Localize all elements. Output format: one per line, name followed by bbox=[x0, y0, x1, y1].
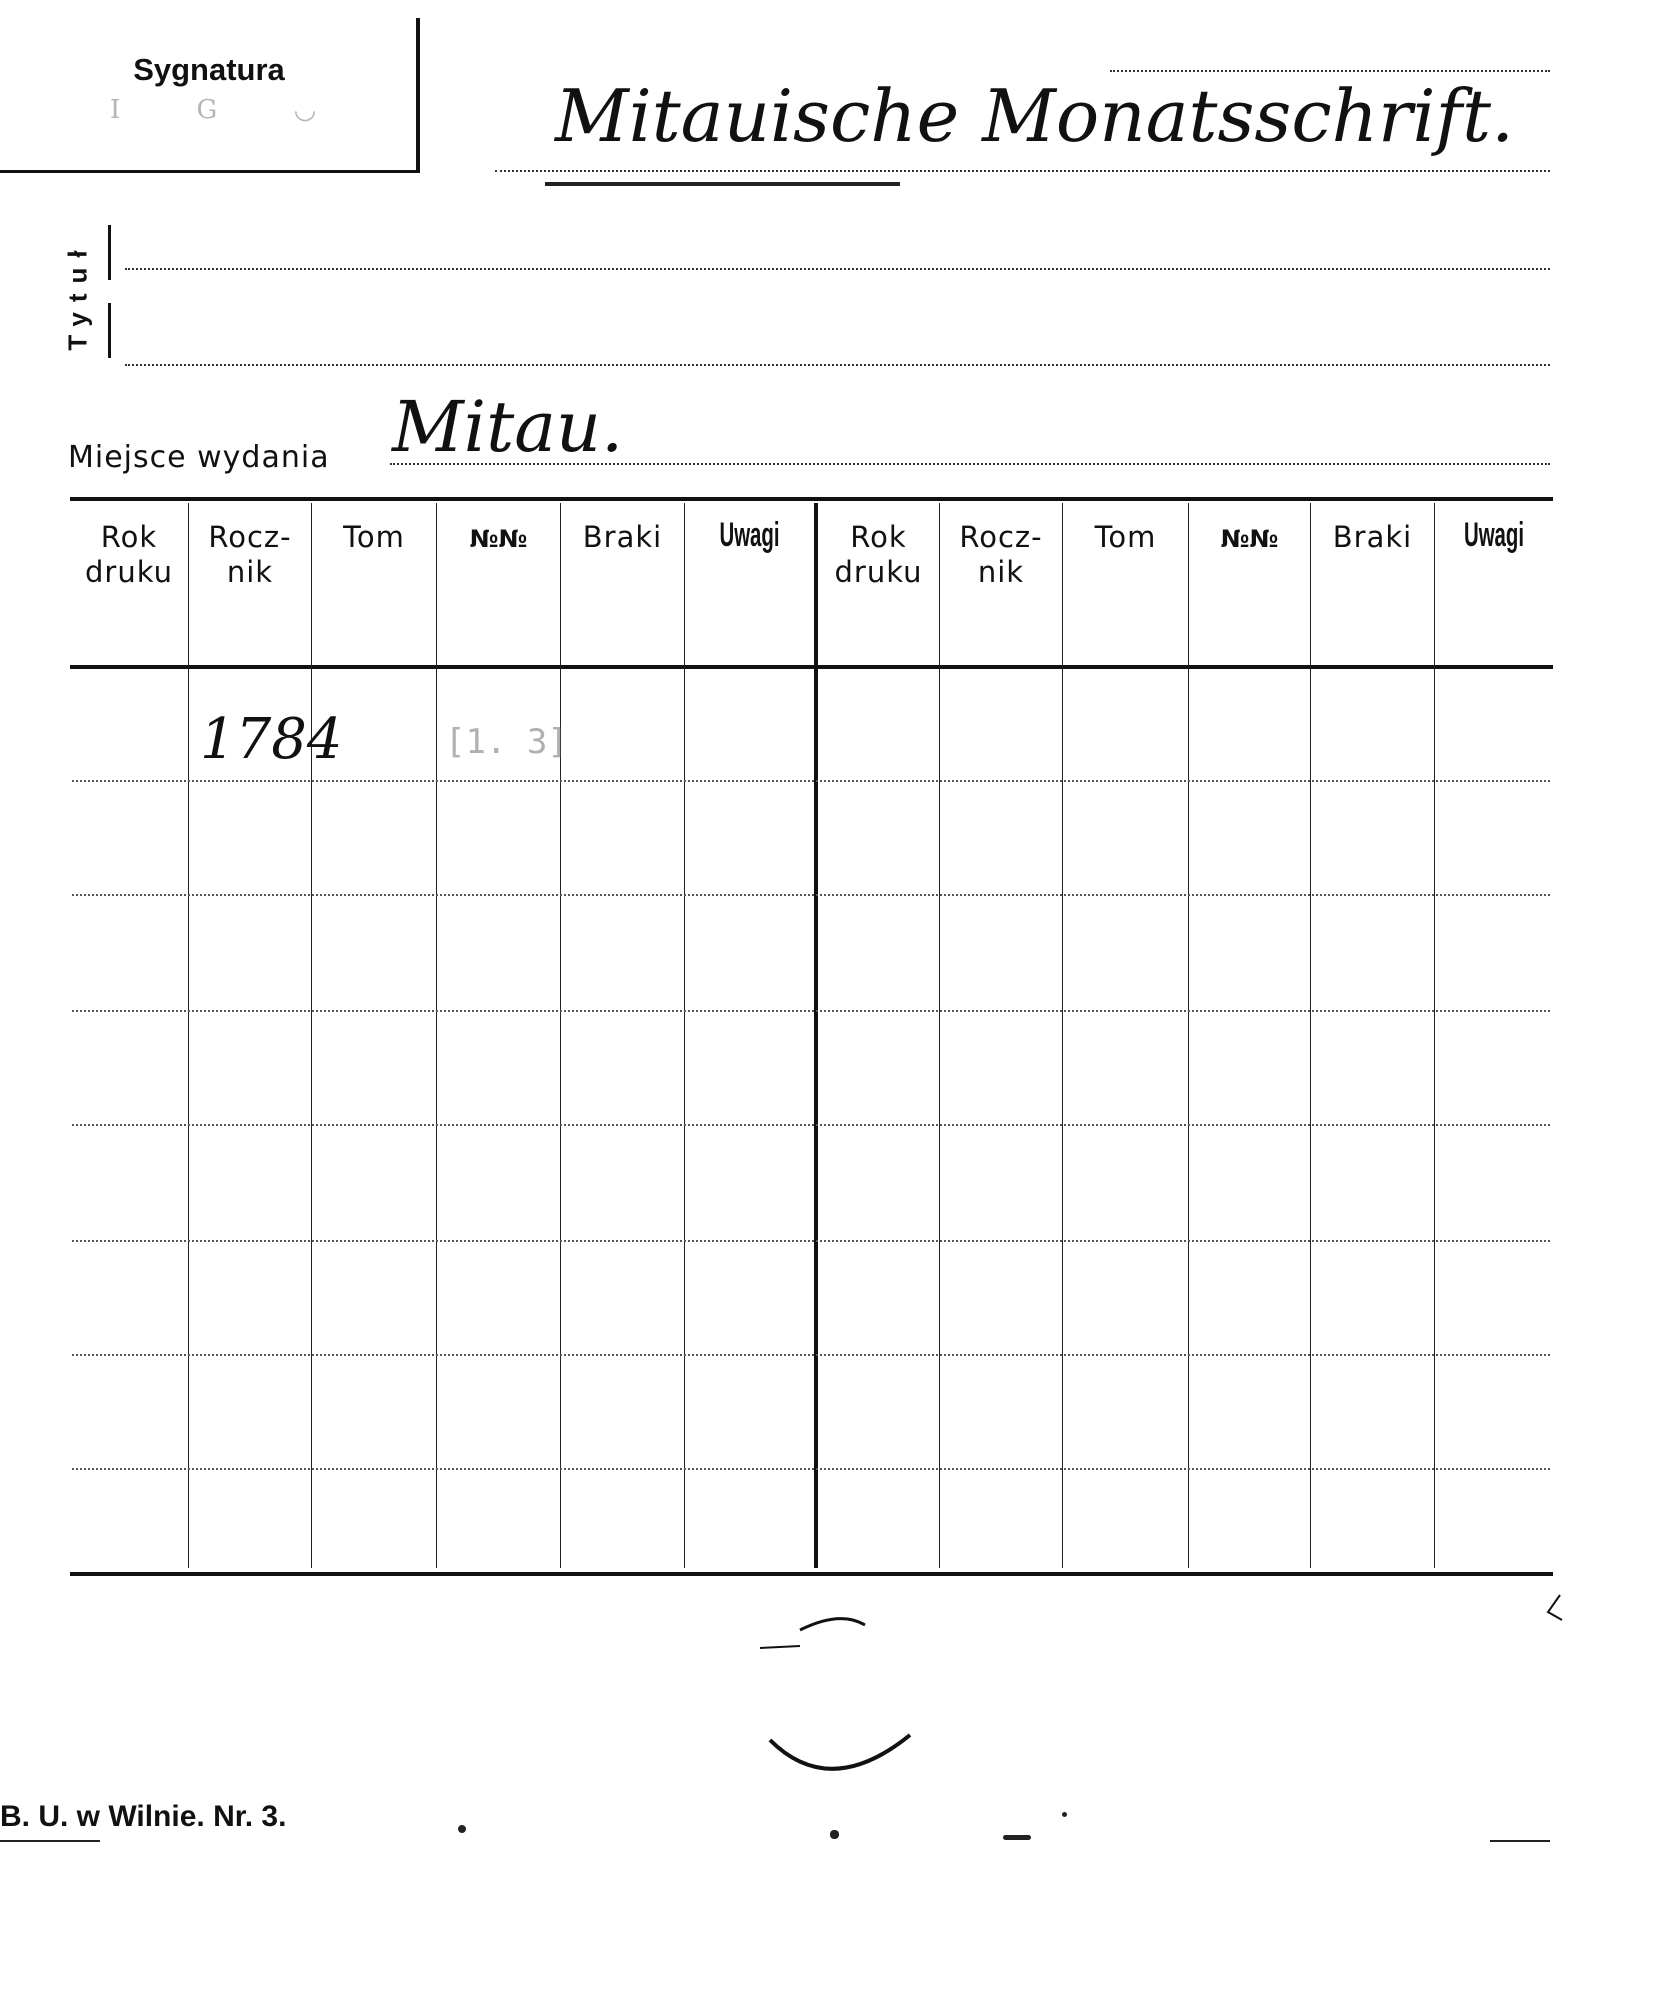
title-dotted-line bbox=[495, 170, 1550, 172]
column-divider bbox=[188, 503, 189, 1568]
column-divider bbox=[1188, 503, 1189, 1568]
publication-place-value[interactable]: Mitau. bbox=[392, 386, 624, 468]
table-bottom-rule bbox=[70, 1572, 1553, 1576]
tytul-label: Tytuł bbox=[62, 239, 93, 351]
column-divider bbox=[684, 503, 685, 1568]
ink-speck bbox=[1003, 1835, 1031, 1840]
header-uwagi: Uwagi bbox=[719, 516, 780, 554]
tytul-bracket-bottom bbox=[108, 303, 111, 358]
header-tom: Tom bbox=[343, 520, 405, 554]
ink-speck bbox=[830, 1830, 839, 1839]
entry-rocznik[interactable]: 1784 bbox=[200, 707, 343, 772]
table-top-rule bbox=[70, 497, 1553, 501]
title-dotted-line-top bbox=[1110, 70, 1550, 72]
title-handwritten[interactable]: Mitauische Monatsschrift. bbox=[555, 74, 1514, 158]
header-rok-druku: Rok druku bbox=[85, 520, 173, 589]
table-row-line bbox=[72, 1240, 1550, 1242]
publication-place-line bbox=[390, 463, 1550, 465]
signature-value-faint: I G ◡ bbox=[110, 95, 351, 125]
check-mark bbox=[1530, 1590, 1570, 1630]
ink-speck bbox=[1062, 1812, 1067, 1817]
stamp-arc-marks bbox=[740, 1600, 940, 1800]
header-rok-druku: Rok druku bbox=[834, 520, 923, 589]
table-row-line bbox=[72, 780, 1550, 782]
header-tom: Tom bbox=[1094, 520, 1157, 554]
table-row-line bbox=[72, 1010, 1550, 1012]
signature-label: Sygnatura bbox=[133, 52, 285, 87]
footer-imprint: B. U. w Wilnie. Nr. 3. bbox=[0, 1800, 287, 1833]
column-divider bbox=[1434, 503, 1435, 1568]
header-braki: Braki bbox=[582, 520, 663, 554]
tytul-line-1[interactable] bbox=[125, 268, 1550, 270]
column-divider bbox=[1062, 503, 1063, 1568]
header-rocznik: Rocz- nik bbox=[208, 520, 292, 589]
table-center-divider bbox=[814, 503, 818, 1568]
header-rocznik: Rocz- nik bbox=[959, 520, 1043, 589]
tytul-bracket-top bbox=[108, 225, 111, 280]
ink-speck bbox=[458, 1825, 466, 1833]
ink-stroke bbox=[1490, 1840, 1550, 1842]
table-row-line bbox=[72, 1468, 1550, 1470]
publication-place-label: Miejsce wydania bbox=[68, 440, 330, 475]
title-underline bbox=[545, 182, 900, 186]
header-numery: №№ bbox=[1220, 525, 1279, 553]
column-divider bbox=[560, 503, 561, 1568]
column-divider bbox=[939, 503, 940, 1568]
column-divider bbox=[1310, 503, 1311, 1568]
header-numery: №№ bbox=[469, 525, 528, 553]
table-row-line bbox=[72, 1354, 1550, 1356]
table-header-rule bbox=[70, 665, 1553, 669]
table-row-line bbox=[72, 894, 1550, 896]
header-braki: Braki bbox=[1332, 520, 1413, 554]
column-divider bbox=[436, 503, 437, 1568]
entry-numery[interactable]: [1. 3] bbox=[445, 722, 568, 762]
tytul-line-2[interactable] bbox=[125, 364, 1550, 366]
column-divider bbox=[311, 503, 312, 1568]
header-uwagi: Uwagi bbox=[1463, 516, 1525, 554]
table-row-line bbox=[72, 1124, 1550, 1126]
footer-scribble bbox=[0, 1840, 100, 1842]
